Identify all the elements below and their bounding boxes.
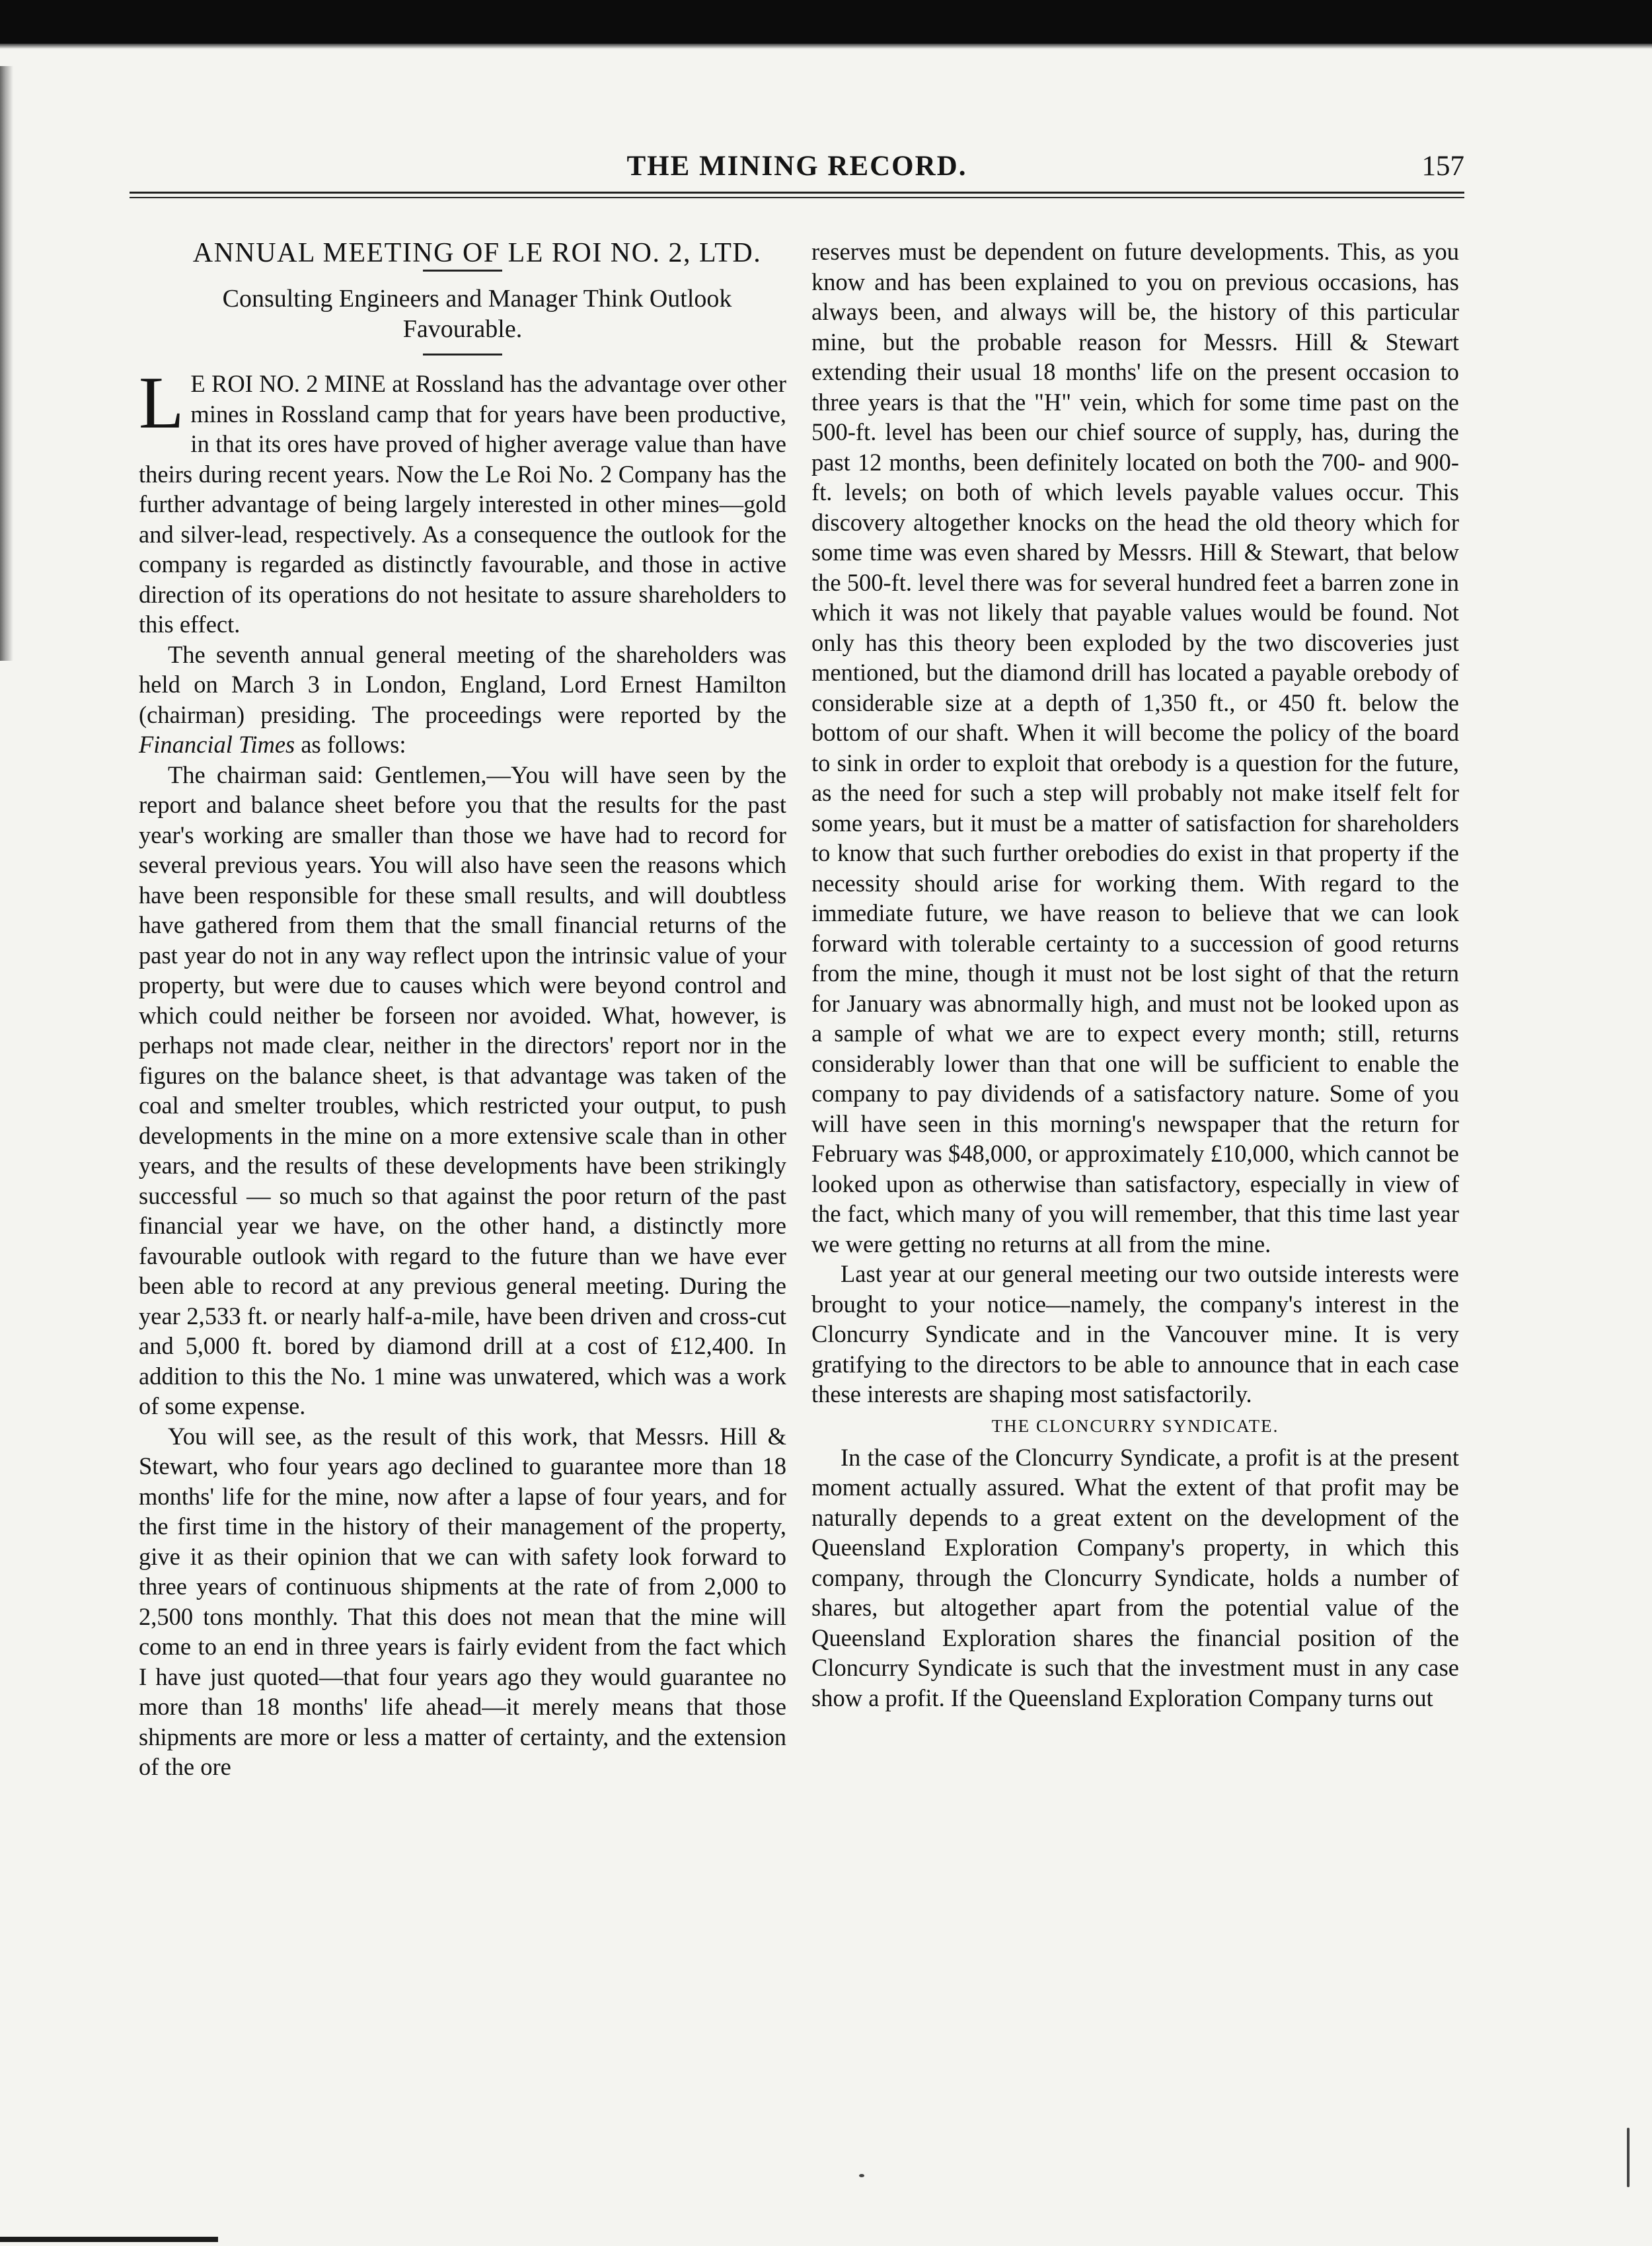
top-scan-border-edge bbox=[0, 44, 1652, 49]
meeting-paragraph bbox=[139, 640, 786, 760]
right-column bbox=[811, 237, 1459, 1713]
edge-mark bbox=[1627, 2128, 1630, 2187]
newspaper-name: Financial Times bbox=[139, 731, 295, 758]
result-paragraph: You will see, as the result of this work, that Messrs. Hill & Stewart, who four years ago declined to guarantee more than 18 months' life for the mine, now after a lapse of four years, and for the first time in the history of their management of the property, give it as their opinion that we can with safety look forward to three years of continuous shipments at the rate of from 2,000 to 2,500 tons monthly. That this does not mean that the mine will come to an end in three years is fairly evident from the fact which I have just quoted—that four years ago they would guarantee no more than 18 months' life ahead—it merely means that those shipments are more or less a matter of certainty, and the extension of the ore bbox=[139, 1422, 786, 1780]
article-subtitle: Consulting Engineers and Manager Think Outlook Favourable. bbox=[222, 285, 732, 343]
title-divider bbox=[423, 270, 502, 272]
left-binding-shadow bbox=[0, 66, 13, 661]
meeting-text-after: as follows: bbox=[301, 731, 406, 758]
chairman-paragraph: The chairman said: Gentlemen,—You will have seen by the report and balance sheet before you that the results for the past year's working are smaller than those we have had to record for several previous years. You will also have seen the reasons which have been responsible for these small results, and will doubtless have gathered from them that the small financial returns of the past year do not in any way reflect upon the intrinsic value of your property, but were due to causes which were beyond control and which could neither be forseen nor avoided. What, however, is perhaps not made clear, neither in the directors' report nor in the figures on the balance sheet, is that advantage was taken of the coal and smelter troubles, which restricted your output, to push developments in the mine on a more extensive scale than in other years, and the results of these developments have been strikingly successful — so much so that against the poor return of the past financial year we have, on the other hand, a distinctly more favourable outlook with regard to the future than we have ever been able to record at any previous general meeting. During the year 2,533 ft. or nearly half-a-mile, have been driven and cross-cut and 5,000 ft. bored by diamond drill at a cost of £12,400. In addition to this the No. 1 mine was unwatered, which was a work of some expense. bbox=[139, 761, 786, 1419]
top-scan-border bbox=[0, 0, 1652, 44]
intro-paragraph bbox=[139, 362, 786, 640]
subtitle-divider bbox=[423, 354, 502, 356]
footer-scan-bar bbox=[0, 2237, 218, 2242]
section-heading-cloncurry: THE CLONCURRY SYNDICATE. bbox=[991, 1415, 1279, 1436]
article-title: ANNUAL MEETING OF LE ROI NO. 2, LTD. bbox=[192, 238, 762, 268]
running-title: THE MINING RECORD. bbox=[626, 151, 967, 182]
intro-text: E ROI NO. 2 MINE at Rossland has the advantage over other mines in Rossland camp that for years have been productive, in that its ores have proved of higher average value than have theirs during recent years. Now the Le Roi No. 2 Company has the further advantage of being largely interested in other mines—gold and silver-lead, respectively. As a consequence the outlook for the company is regarded as distinctly favourable, and those in active direction of its operations do not hesitate to assure shareholders to this effect. bbox=[139, 370, 786, 638]
cloncurry-paragraph: In the case of the Cloncurry Syndicate, a profit is at the present moment actually assured. What the extent of that profit may be naturally depends to a great extent on the development of the Queensland Exploration Company's property, in which this company, through the Cloncurry Syndicate, holds a number of shares, but altogether apart from the potential value of the Queensland Exploration shares the financial position of the Cloncurry Syndicate is such that the investment must in any case show a profit. If the Queensland Exploration Company turns out bbox=[811, 1443, 1459, 1711]
reserves-paragraph: reserves must be dependent on future developments. This, as you know and has been explained to you on previous occasions, has always been, and always will be, the history of this particular mine, but the probable reason for Messrs. Hill & Stewart extending their usual 18 months' life on the present occasion to three years is that the "H" vein, which for some time past on the 500-ft. level has been our chief source of supply, has, during the past 12 months, been definitely located on both the 700- and 900-ft. levels; on both of which levels payable values occur. This discovery altogether knocks on the head the old theory which for some time was even shared by Messrs. Hill & Stewart, that below the 500-ft. level there was for several hundred feet a barren zone in which it was not likely that payable values would be found. Not only has this theory been exploded by the two discoveries just mentioned, but the diamond drill has located a payable orebody of considerable size at a depth of 1,350 ft., or 450 ft. below the bottom of our shaft. When it will become the policy of the board to sink in order to exploit that orebody is a question for the future, as the need for such a step will probably not make itself felt for some years, but it must be a matter of satisfaction for shareholders to know that such further orebodies do exist in that property if the necessity should arise for working them. With regard to the immediate future, we have reason to believe that we can look forward with tolerable certainty to a succession of good returns from the mine, though it must not be lost sight of that the return for January was abnormally high, and must not be looked upon as a sample of what we are to expect every month; still, returns considerably lower than that one will be sufficient to enable the company to pay dividends of a satisfactory nature. Some of you will have seen in this morning's newspaper that the return for February was $48,000, or approximately £10,000, which cannot be looked upon as otherwise than satisfactory, especially in view of the fact, which many of you will remember, that this time last year we were getting no returns at all from the mine. bbox=[811, 238, 1459, 1257]
drop-cap: L bbox=[139, 362, 184, 444]
print-speck bbox=[859, 2174, 864, 2177]
last-year-paragraph: Last year at our general meeting our two outside interests were brought to your notice—namely, the company's interest in the Cloncurry Syndicate and in the Vancouver mine. It is very gratifying to the directors to be able to announce that in each case these interests are shaping most satisfactorily. bbox=[811, 1260, 1459, 1407]
header-rule-top bbox=[130, 192, 1464, 194]
header-rule-bottom bbox=[130, 197, 1464, 198]
page-header bbox=[130, 147, 1464, 186]
meeting-text-before: The seventh annual general meeting of the shareholders was held on March 3 in London, England, Lord Ernest Hamilton (chairman) presiding. The proceedings were reported by the bbox=[139, 640, 786, 728]
left-column bbox=[139, 237, 786, 1782]
page-number: 157 bbox=[1421, 151, 1464, 182]
